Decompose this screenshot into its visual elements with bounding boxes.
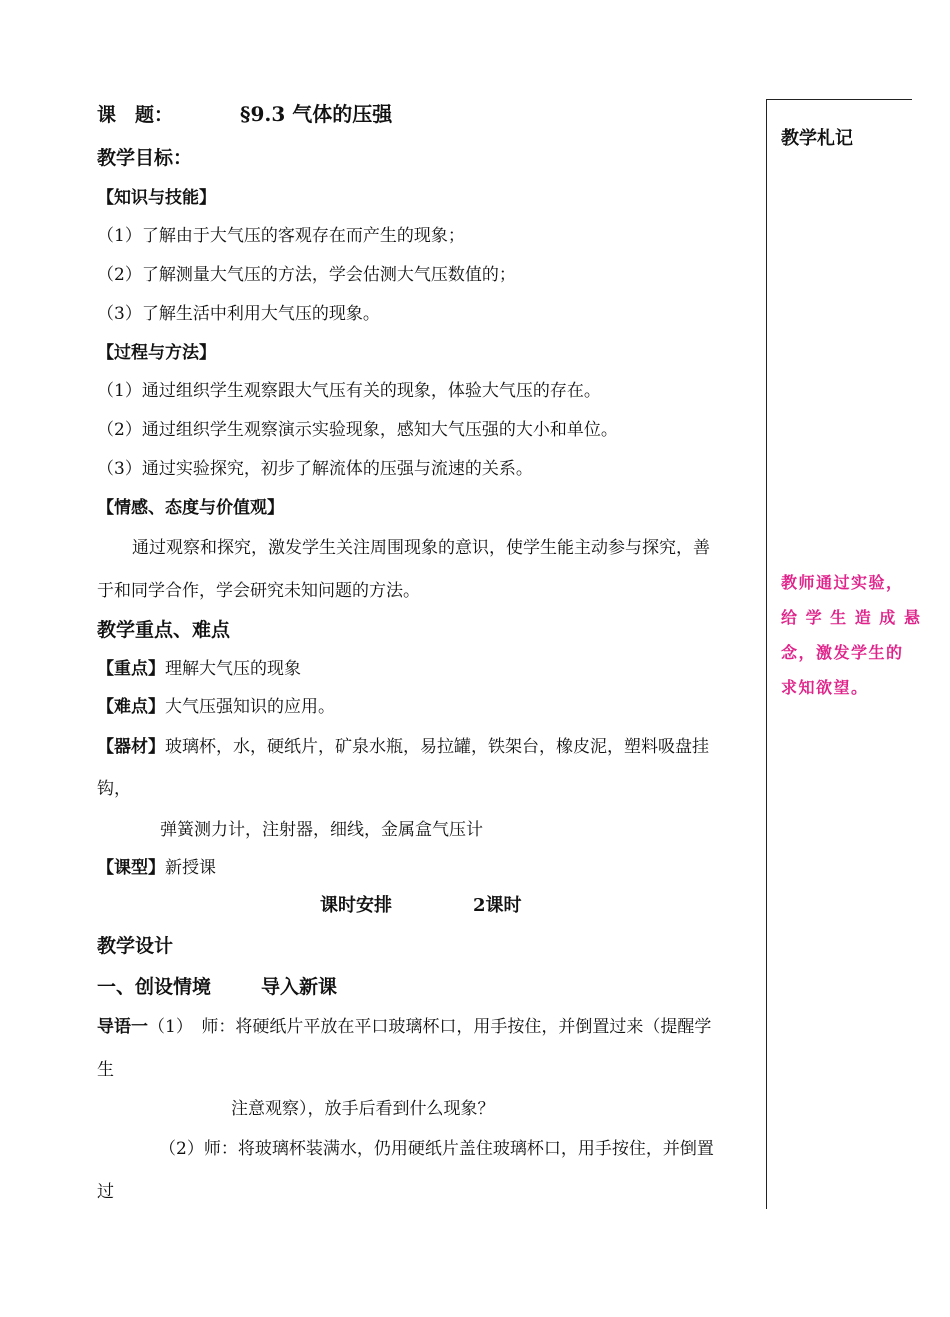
equipment-line [97, 736, 709, 758]
key-label: 【重点】 [97, 659, 165, 679]
process-heading: 【过程与方法】 [97, 343, 216, 363]
topic-label: 课 题： [97, 104, 174, 126]
process-item-2: （2）通过组织学生观察演示实验现象，感知大气压强的大小和单位。 [97, 420, 618, 440]
page-title: §9.3 气体的压强 [240, 102, 393, 126]
emotion-line-2: 于和同学合作，学会研究未知问题的方法。 [97, 581, 420, 601]
equip-text: 玻璃杯，水，硬纸片，矿泉水瓶，易拉罐，铁架台，橡皮泥，塑料吸盘挂 [165, 737, 709, 757]
emotion-heading: 【情感、态度与价值观】 [97, 498, 284, 518]
section-1-title: 一、创设情境 [97, 976, 212, 998]
intro-label: 导语一 [97, 1017, 148, 1037]
intro-line-2-wrap: 过 [97, 1182, 114, 1202]
teaching-notes-column [766, 99, 922, 1209]
equipment-wrap: 钩， [97, 779, 131, 799]
intro-text-1: （1） 师：将硬纸片平放在平口玻璃杯口，用手按住，并倒置过来（提醒学 [148, 1017, 712, 1037]
hard-point-line [97, 696, 335, 718]
lesson-type-line [97, 857, 216, 879]
design-heading: 教学设计 [97, 935, 174, 957]
schedule-label: 课时安排 [320, 895, 392, 916]
margin-note-line-2: 给 学 生 造 成 悬 [781, 608, 922, 627]
equipment-more: 弹簧测力计，注射器，细线，金属盒气压计 [160, 820, 483, 840]
key-text: 理解大气压的现象 [165, 659, 301, 679]
equip-label: 【器材】 [97, 737, 165, 757]
objectives-heading: 教学目标： [97, 147, 193, 169]
knowledge-item-2: （2）了解测量大气压的方法，学会估测大气压数值的； [97, 265, 516, 285]
knowledge-heading: 【知识与技能】 [97, 188, 216, 208]
knowledge-item-1: （1）了解由于大气压的客观存在而产生的现象； [97, 226, 465, 246]
schedule-value: 2课时 [473, 895, 522, 916]
margin-note-line-4: 求知欲望。 [781, 678, 869, 697]
hard-text: 大气压强知识的应用。 [165, 697, 335, 717]
process-item-3: （3）通过实验探究，初步了解流体的压强与流速的关系。 [97, 459, 533, 479]
knowledge-item-3: （3）了解生活中利用大气压的现象。 [97, 304, 380, 324]
hard-label: 【难点】 [97, 697, 165, 717]
emotion-line-1: 通过观察和探究，激发学生关注周围现象的意识，使学生能主动参与探究，善 [132, 538, 710, 558]
intro-line-1 [97, 1016, 711, 1038]
intro-line-1-wrap: 生 [97, 1060, 114, 1080]
type-label: 【课型】 [97, 858, 165, 878]
intro-line-2: （2）师：将玻璃杯装满水，仍用硬纸片盖住玻璃杯口，用手按住，并倒置 [159, 1139, 714, 1159]
margin-note-line-1: 教师通过实验， [781, 573, 904, 592]
type-text: 新授课 [165, 858, 216, 878]
keypoints-heading: 教学重点、难点 [97, 619, 231, 641]
section-1-subtitle: 导入新课 [261, 976, 338, 998]
teaching-notes-heading: 教学札记 [781, 128, 853, 149]
process-item-1: （1）通过组织学生观察跟大气压有关的现象，体验大气压的存在。 [97, 381, 601, 401]
margin-note-line-3: 念，激发学生的 [781, 643, 904, 662]
intro-line-1-cont: 注意观察），放手后看到什么现象？ [231, 1099, 495, 1119]
key-point-line [97, 658, 301, 680]
